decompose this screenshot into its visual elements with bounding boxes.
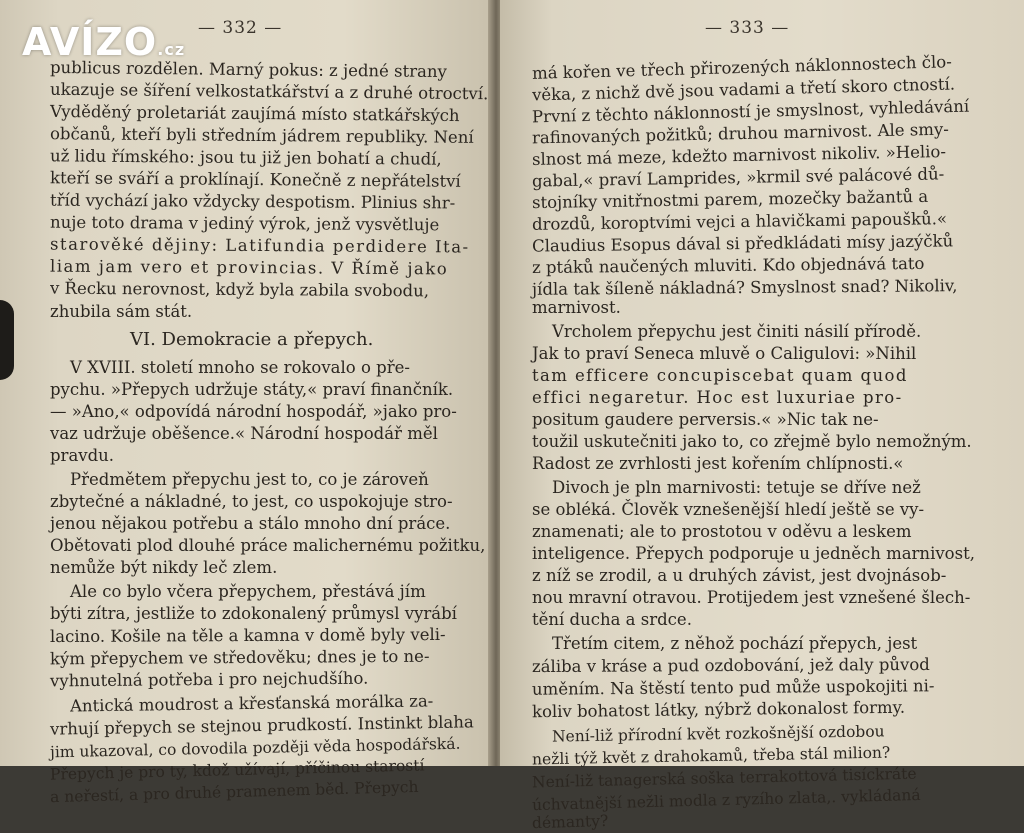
avizo-watermark-logo <box>22 20 185 64</box>
text-line: Divoch je pln marnivosti: tetuje se dříve než <box>552 478 921 497</box>
text-line: rafinovaných požitků; druhou marnivost. Ale smy- <box>531 119 950 148</box>
text-line: záliba v kráse a pud ozdobování, jež daly původ <box>531 654 930 677</box>
text-line: — »Ano,« odpovídá národní hospodář, »jako pro- <box>50 402 457 421</box>
text-line: věka, z nichž dvě jsou vadami a třetí skoro ctností. <box>531 74 956 105</box>
text-line: Jak to praví Seneca mluvě o Caligulovi: »Nihil <box>532 344 917 363</box>
page-number-left: — 332 — <box>198 18 283 38</box>
text-line: démanty? <box>531 811 609 833</box>
text-line: Ale co bylo včera přepychem, přestává jím <box>70 582 426 601</box>
text-line: vyhnutelná potřeba i pro nejchudšího. <box>49 668 369 691</box>
text-line: pravdu. <box>50 446 115 465</box>
text-line: tříd vychází jako vždycky despotism. Plinius shr- <box>49 190 456 213</box>
text-line: stojníky vnitřnostmi parem, mozečky bažantů a <box>531 186 929 213</box>
text-line: se obléká. Člověk vznešenější hledí ještě se vy- <box>532 500 925 519</box>
text-line: už lidu římského: jsou tu již jen bohatí a chudí, <box>49 146 442 169</box>
watermark-logo-text: AVÍZO <box>22 20 158 64</box>
text-line: slnost má meze, kdežto marnivost nikoliv. »Helio- <box>531 142 947 169</box>
text-line: úchvatnější nežli modla z ryzího zlata,. vykládaná <box>531 785 921 815</box>
text-line: má kořen ve třech přirozených náklonnostech člo- <box>531 52 953 83</box>
text-line: zbytečné a nákladné, to jest, co uspokojuje stro- <box>50 492 453 511</box>
watermark-logo-suffix: .cz <box>157 40 186 59</box>
text-line: vrhují přepych se stejnou prudkostí. Instinkt blaha <box>49 712 474 739</box>
text-line: jídla tak šíleně nákladná? Smyslnost snad? Nikoliv, <box>531 276 958 299</box>
text-line: positum gaudere perversis.« »Nic tak ne- <box>532 410 879 429</box>
right-page <box>500 0 1024 833</box>
text-line: Obětovati plod dlouhé práce malichernému požitku, <box>50 536 486 555</box>
text-line: toužil uskutečniti jako to, co zřejmě bylo nemožným. <box>532 432 972 451</box>
text-line: publicus rozdělen. Marný pokus: z jedné strany <box>49 57 447 82</box>
text-line: Není-liž přírodní květ rozkošnější ozdobou <box>551 722 885 746</box>
text-line: inteligence. Přepych podporuje u jedněch marnivost, <box>532 544 975 563</box>
text-line: Vyděděný proletariát zaujímá místo statkářských <box>49 101 460 126</box>
text-line: Claudius Esopus dával si předkládati mísy jazýčků <box>531 231 954 256</box>
text-line: marnivost. <box>532 298 621 317</box>
text-line: ukazuje se šíření velkostatkářství a z druhé otroctví. <box>49 79 489 104</box>
text-line: nežli týž květ z drahokamů, třeba stál milion? <box>531 743 891 769</box>
text-line: zhubila sám stát. <box>50 302 193 321</box>
text-line: Vrcholem přepychu jest činiti násilí přírodě. <box>552 322 922 341</box>
text-line: znamenati; ale to prostotou v oděvu a leskem <box>532 522 912 541</box>
text-line: býti zítra, jestliže to zdokonalený průmysl vyrábí <box>50 604 457 623</box>
text-line: občanů, kteří byli středním jádrem republiky. Není <box>49 124 474 147</box>
text-line: v Řecku nerovnost, když byla zabila svobodu, <box>49 278 430 301</box>
text-line: První z těchto náklonností je smyslnost, vyhledávání <box>531 96 970 127</box>
text-line: Antická moudrost a křesťanská morálka za- <box>69 691 434 716</box>
text-line: z ptáků naučených mluviti. Kdo objednává tato <box>531 253 925 278</box>
page-edge-shadow <box>0 300 14 380</box>
page-number-right: — 333 — <box>705 18 790 38</box>
text-line: pychu. »Přepych udržuje státy,« praví finančník. <box>50 380 454 399</box>
text-line: kým přepychem ve středověku; dnes je to ne- <box>49 646 430 669</box>
text-line: gabal,« praví Lamprides, »krmil své palácové dů- <box>531 164 945 191</box>
text-line: koliv bohatost látky, nýbrž dokonalost formy. <box>531 697 906 722</box>
text-line: lacino. Košile na těle a kamna v domě byly veli- <box>49 624 446 647</box>
left-page <box>0 0 492 807</box>
text-line: effici negaretur. Hoc est luxuriae pro- <box>532 388 903 407</box>
text-line: jenou nějakou potřebu a stálo mnoho dní práce. <box>50 514 451 533</box>
text-line: kteří se sváří a proklínají. Konečně z nepřátelství <box>49 168 461 191</box>
text-line: liam jam vero et provincias. V Římě jako <box>49 256 449 279</box>
text-line: drozdů, koroptvími vejci a hlavičkami papoušků.« <box>531 209 948 234</box>
text-line: tění ducha a srdce. <box>532 610 692 629</box>
text-line: tam efficere concupiscebat quam quod <box>532 366 908 385</box>
text-line: nuje toto drama v jediný výrok, jenž vysvětluje <box>49 212 440 235</box>
text-line: starověké dějiny: Latifundia perdidere Ita- <box>49 234 470 257</box>
text-line: V XVIII. století mnoho se rokovalo o pře- <box>70 358 410 377</box>
text-line: a neřestí, a pro druhé pramenem běd. Přepych <box>49 777 419 807</box>
text-line: Není-liž tanagerská soška terrakottová tisíckráte <box>531 764 917 792</box>
text-line: nou mravní otravou. Protijedem jest vznešené šlech- <box>532 588 971 607</box>
text-line: nemůže být nikdy leč zlem. <box>50 558 278 577</box>
text-line: uměním. Na štěstí tento pud může uspokojiti ni- <box>531 676 935 699</box>
text-line: z níž se zrodil, a u druhých závist, jest dvojnásob- <box>532 566 947 585</box>
text-line: Třetím citem, z něhož pochází přepych, jest <box>552 634 918 653</box>
text-line: Přepych je pro ty, kdož užívají, příčinou starostí <box>49 756 425 784</box>
text-line: vaz udržuje oběšence.« Národní hospodář měl <box>50 424 438 443</box>
text-line: Předmětem přepychu jest to, co je zároveň <box>70 470 429 489</box>
section-heading: VI. Demokracie a přepych. <box>130 329 374 350</box>
text-line: jim ukazoval, co dovodila později věda hospodářská. <box>49 734 461 762</box>
text-line: Radost ze zvrhlosti jest kořením chlípnosti.« <box>532 454 904 473</box>
